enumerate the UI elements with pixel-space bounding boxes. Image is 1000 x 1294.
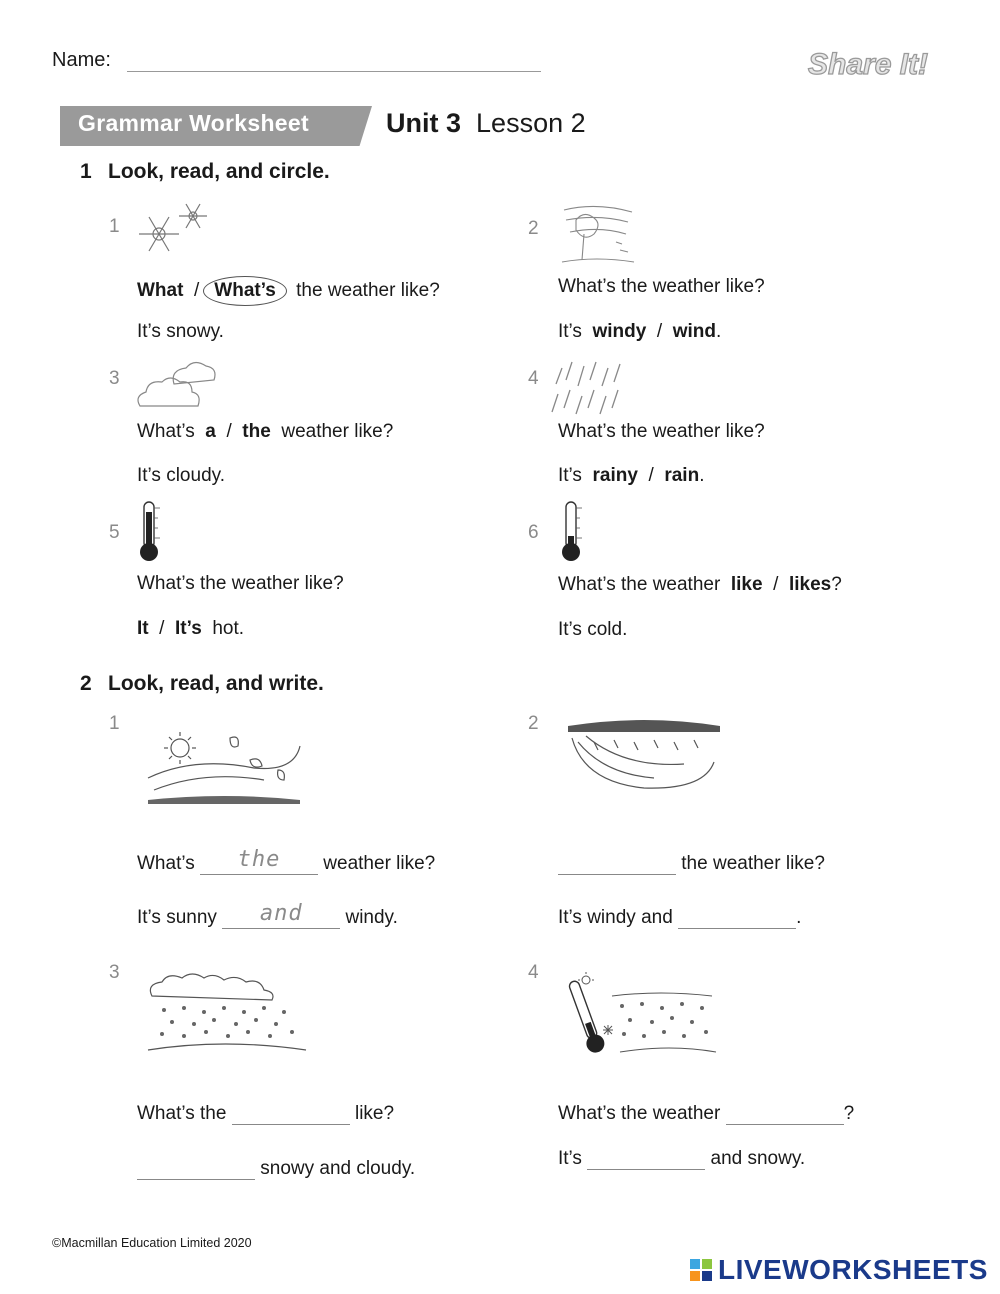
- copyright: ©Macmillan Education Limited 2020: [52, 1236, 252, 1250]
- answer-blank-2[interactable]: [222, 901, 340, 929]
- option-the[interactable]: the: [242, 421, 271, 442]
- period: .: [716, 321, 722, 342]
- share-it-logo: [806, 42, 936, 84]
- option-rainy[interactable]: rainy: [592, 465, 638, 486]
- answer-start: It’s sunny: [137, 907, 217, 928]
- period: .: [796, 907, 802, 928]
- option-its[interactable]: It’s: [175, 618, 202, 639]
- option-a[interactable]: a: [205, 421, 216, 442]
- s1-item-1-number: 1: [109, 216, 120, 237]
- name-field[interactable]: [127, 71, 541, 72]
- option-what[interactable]: What: [137, 280, 184, 301]
- s1-item-4-answer: [558, 465, 704, 487]
- rain-icon: [548, 358, 632, 420]
- windy-rainy-icon: [564, 712, 724, 802]
- option-whats-circled[interactable]: [203, 276, 287, 306]
- s1-item-3-number: 3: [109, 368, 120, 389]
- question-start: What’s: [137, 421, 195, 442]
- section-2-number: 2: [80, 672, 92, 695]
- question-rest: like?: [354, 1103, 395, 1124]
- lesson-label: Lesson 2: [476, 108, 586, 138]
- thermometer-cold-icon: [558, 498, 598, 564]
- s1-item-4-question: What’s the weather like?: [558, 421, 765, 442]
- answer-blank-8[interactable]: [587, 1145, 705, 1170]
- unit-label: Unit 3: [386, 108, 462, 138]
- s1-item-4-number: 4: [528, 368, 539, 389]
- answer-start: It’s: [558, 1148, 582, 1169]
- s1-item-5-question: What’s the weather like?: [137, 573, 344, 594]
- s2-item-4-answer: [558, 1145, 805, 1170]
- question-rest: weather like?: [281, 421, 394, 442]
- s2-item-1-number: 1: [109, 713, 120, 734]
- banner-title: Grammar Worksheet: [78, 110, 309, 136]
- s1-item-2-question: What’s the weather like?: [558, 276, 765, 297]
- filled-answer: and: [259, 901, 303, 926]
- s1-item-6-number: 6: [528, 522, 539, 543]
- question-rest: the weather like?: [681, 853, 825, 874]
- s2-item-3-number: 3: [109, 962, 120, 983]
- slash: /: [656, 321, 663, 342]
- section-1-title: Look, read, and circle.: [108, 160, 330, 183]
- question-rest: weather like?: [323, 853, 436, 874]
- answer-blank-3[interactable]: [558, 850, 676, 875]
- question-mark: ?: [843, 1103, 855, 1124]
- s1-item-6-question: [558, 574, 842, 596]
- windy-tree-icon: [556, 200, 638, 270]
- answer-blank-4[interactable]: [678, 904, 796, 929]
- liveworksheets-logo-icon: [690, 1259, 712, 1281]
- question-rest: the weather like?: [296, 280, 440, 301]
- s1-item-2-answer: [558, 321, 721, 343]
- question-start: What’s the: [137, 1103, 227, 1124]
- answer-start: It’s: [558, 465, 582, 486]
- answer-start: It’s: [558, 321, 582, 342]
- s1-item-1-question: [137, 276, 440, 306]
- answer-rest: and snowy.: [710, 1148, 806, 1169]
- section-1-number: 1: [80, 160, 92, 183]
- s2-item-2-number: 2: [528, 713, 539, 734]
- s1-item-5-number: 5: [109, 522, 120, 543]
- slash: /: [194, 280, 200, 301]
- answer-rest: windy.: [345, 907, 398, 928]
- s1-item-5-answer: [137, 618, 244, 640]
- s2-item-2-answer: [558, 904, 801, 929]
- answer-rest: hot.: [212, 618, 245, 639]
- question-mark: ?: [831, 574, 842, 595]
- s1-item-2-number: 2: [528, 218, 539, 239]
- option-like[interactable]: like: [730, 574, 763, 595]
- section-2-title: Look, read, and write.: [108, 672, 324, 695]
- option-it[interactable]: It: [137, 618, 149, 639]
- answer-blank-1[interactable]: [200, 847, 318, 875]
- liveworksheets-brand: [690, 1254, 988, 1286]
- sunny-windy-icon: [144, 726, 304, 808]
- option-windy[interactable]: windy: [592, 321, 647, 342]
- snowflakes-icon: [135, 200, 211, 258]
- slash: /: [648, 465, 654, 486]
- answer-blank-5[interactable]: [232, 1100, 350, 1125]
- s1-item-3-question: [137, 421, 393, 443]
- s2-item-4-question: [558, 1100, 854, 1125]
- question-start: What’s: [137, 853, 195, 874]
- question-start: What’s the weather: [558, 1103, 721, 1124]
- s2-item-1-answer: [137, 901, 398, 929]
- cold-snowy-icon: [560, 970, 720, 1062]
- name-label: Name:: [52, 49, 111, 71]
- s1-item-1-answer: It’s snowy.: [137, 321, 224, 342]
- unit-lesson-title: [386, 108, 586, 139]
- cloud-icon: [134, 356, 218, 412]
- s2-item-2-question: [558, 850, 825, 875]
- s2-item-4-number: 4: [528, 962, 539, 983]
- s2-item-1-question: [137, 847, 436, 875]
- option-likes[interactable]: likes: [788, 574, 832, 595]
- s1-item-6-answer: It’s cold.: [558, 619, 628, 640]
- period: .: [699, 465, 705, 486]
- option-rain[interactable]: rain: [664, 465, 700, 486]
- answer-rest: snowy and cloudy.: [260, 1158, 416, 1179]
- answer-blank-6[interactable]: [137, 1155, 255, 1180]
- option-wind[interactable]: wind: [672, 321, 717, 342]
- svg-text:Share It!: Share It!: [808, 48, 929, 81]
- filled-answer: the: [237, 847, 281, 872]
- answer-start: It’s windy and: [558, 907, 673, 928]
- s2-item-3-answer: [137, 1155, 415, 1180]
- s1-item-3-answer: It’s cloudy.: [137, 465, 226, 486]
- snowy-cloudy-icon: [144, 968, 310, 1058]
- answer-blank-7[interactable]: [726, 1100, 844, 1125]
- question-start: What’s the weather: [558, 574, 721, 595]
- option-whats: What’s: [214, 280, 276, 301]
- slash: /: [226, 421, 232, 442]
- slash: /: [159, 618, 165, 639]
- brand-text: LIVEWORKSHEETS: [718, 1254, 988, 1285]
- s2-item-3-question: [137, 1100, 394, 1125]
- slash: /: [773, 574, 779, 595]
- thermometer-hot-icon: [136, 498, 176, 564]
